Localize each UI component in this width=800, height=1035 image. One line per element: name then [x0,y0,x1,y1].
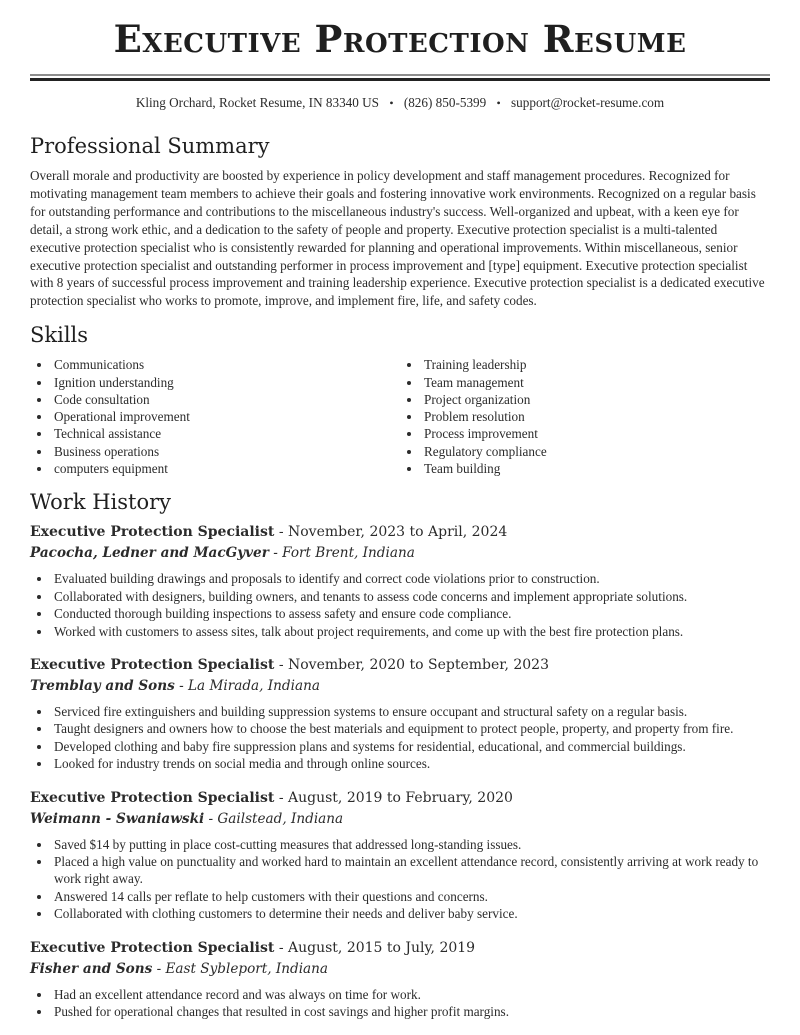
contact-address: Kling Orchard, Rocket Resume, IN 83340 US [135,95,380,110]
contact-phone: (826) 850-5399 [403,95,487,110]
job-title-line [30,939,770,957]
job-location: East Sybleport, Indiana [165,960,329,977]
skill-item: • Training leadership [422,356,770,373]
job-bullet: • Collaborated with clothing customers to determine their needs and deliver baby service. [52,905,770,922]
job-bullet: • Had an excellent attendance record and was always on time for work. [52,986,770,1003]
job-title: Executive Protection Specialist [30,656,275,673]
job-bullet-list [30,570,770,640]
contact-separator-icon: • [389,96,394,110]
work-history-heading: Work History [30,490,172,515]
skill-item: • Communications [52,356,400,373]
job-bullet: • Worked with customers to assess sites, talk about project requirements, and come up with the best fire protection plans. [52,623,770,640]
skill-item: • Regulatory compliance [422,443,770,460]
company-location-separator: - [273,545,278,562]
job-dates: November, 2020 to September, 2023 [288,656,549,673]
job-dates: November, 2023 to April, 2024 [288,524,508,541]
contact-separator-icon: • [496,96,501,110]
job-bullet: • Placed a high value on punctuality and worked hard to maintain an excellent attendance record, consistently arriving at work ready to work right away. [52,853,770,888]
job-bullet-list [30,836,770,923]
divider-line-thick [30,78,770,81]
summary-heading: Professional Summary [30,134,270,158]
job-title-line [30,523,770,541]
skill-item: • computers equipment [52,460,400,477]
skill-item: • Team management [422,374,770,391]
job-entry [30,523,770,640]
company-name: Fisher and Sons [30,960,153,977]
skill-item: • Technical assistance [52,425,400,442]
skill-item: • Project organization [422,391,770,408]
skill-item: • Operational improvement [52,408,400,425]
skill-item: • Process improvement [422,425,770,442]
company-name: Pacocha, Ledner and MacGyver [30,545,269,562]
contact-email: support@rocket-resume.com [511,95,665,110]
job-title: Executive Protection Specialist [30,939,275,956]
job-bullet: • Pushed for operational changes that resulted in cost savings and higher profit margins. [52,1003,770,1020]
job-bullet: • Evaluated building drawings and proposals to identify and correct code violations prior to construction. [52,570,770,587]
job-dates: August, 2015 to July, 2019 [288,939,476,956]
skill-item: • Problem resolution [422,408,770,425]
job-title-dates-separator: - [278,656,284,673]
job-title-dates-separator: - [278,939,284,956]
job-bullet: • Saved $14 by putting in place cost-cutting measures that addressed long-standing issues. [52,836,770,853]
company-location-separator: - [208,810,214,827]
skills-columns [30,356,770,477]
job-title: Executive Protection Specialist [30,524,275,541]
job-bullet-list [30,986,770,1021]
job-title-dates-separator: - [278,524,284,541]
job-bullet: • Answered 14 calls per reflate to help customers with their questions and concerns. [52,888,770,905]
job-bullet-list [30,703,770,773]
job-bullet: • Taught designers and owners how to choose the best materials and equipment to protect people, property, and property from fire. [52,720,770,737]
skills-heading: Skills [30,323,89,348]
company-line [30,960,770,978]
skill-item: • Code consultation [52,391,400,408]
job-bullet: • Looked for industry trends on social media and through online sources. [52,755,770,772]
summary-text: Overall morale and productivity are boosted by experience in policy development and staff management procedures. Recognized for motivating management team members to achieve their goals and fostering innovative work environments. Recognized on a regular basis for outstanding performance and contributions to the miscellaneous industry's success. Well-organized and upbeat, with a keen eye for detail, a strong work ethic, and a dedication to the safety of people and property. Executive protection specialist is a multi-talented executive protection specialist who is consistently rewarded for planning and operational improvements. Within miscellaneous, senior executive protection specialist and outstanding performer in process improvement and [type] equipment. Executive protection specialist with 8 years of successful process improvement and training leadership experience. Executive protection specialist is a dedicated executive protection specialist who works to promote, improve, and implement fire, life, and safety codes. [30,168,765,309]
company-line [30,544,770,562]
section-skills [30,322,770,477]
job-entry [30,789,770,923]
job-title: Executive Protection Specialist [30,789,275,806]
resume-header [30,16,770,113]
skill-item: • Ignition understanding [52,374,400,391]
contact-line [30,93,770,113]
company-location-separator: - [179,677,184,694]
skill-item: • Team building [422,460,770,477]
resume-title: Executive Protection Resume [113,17,687,61]
skills-list-left [30,356,400,477]
company-name: Weimann - Swaniawski [30,810,205,827]
company-location-separator: - [156,960,162,977]
job-entry [30,656,770,773]
job-entry [30,939,770,1021]
job-title-line [30,656,770,674]
company-line [30,810,770,828]
company-name: Tremblay and Sons [30,677,175,694]
job-location: Fort Brent, Indiana [282,545,415,562]
job-title-dates-separator: - [278,789,284,806]
job-title-line [30,789,770,807]
job-bullet: • Serviced fire extinguishers and building suppression systems to ensure occupant and structural safety on a regular basis. [52,703,770,720]
job-location: Gailstead, Indiana [217,810,344,827]
skill-item: • Business operations [52,443,400,460]
section-professional-summary [30,133,770,310]
job-location: La Mirada, Indiana [188,677,320,694]
company-line [30,677,770,695]
job-bullet: • Conducted thorough building inspections to assess safety and ensure code compliance. [52,605,770,622]
job-bullet: • Collaborated with designers, building owners, and tenants to assess code concerns and implement appropriate solutions. [52,588,770,605]
job-bullet: • Developed clothing and baby fire suppression plans and systems for residential, educational, and commercial buildings. [52,738,770,755]
divider-line-thin [30,74,770,76]
job-dates: August, 2019 to February, 2020 [288,789,513,806]
skills-list-right [400,356,770,477]
header-divider [30,74,770,81]
section-work-history [30,489,770,1020]
